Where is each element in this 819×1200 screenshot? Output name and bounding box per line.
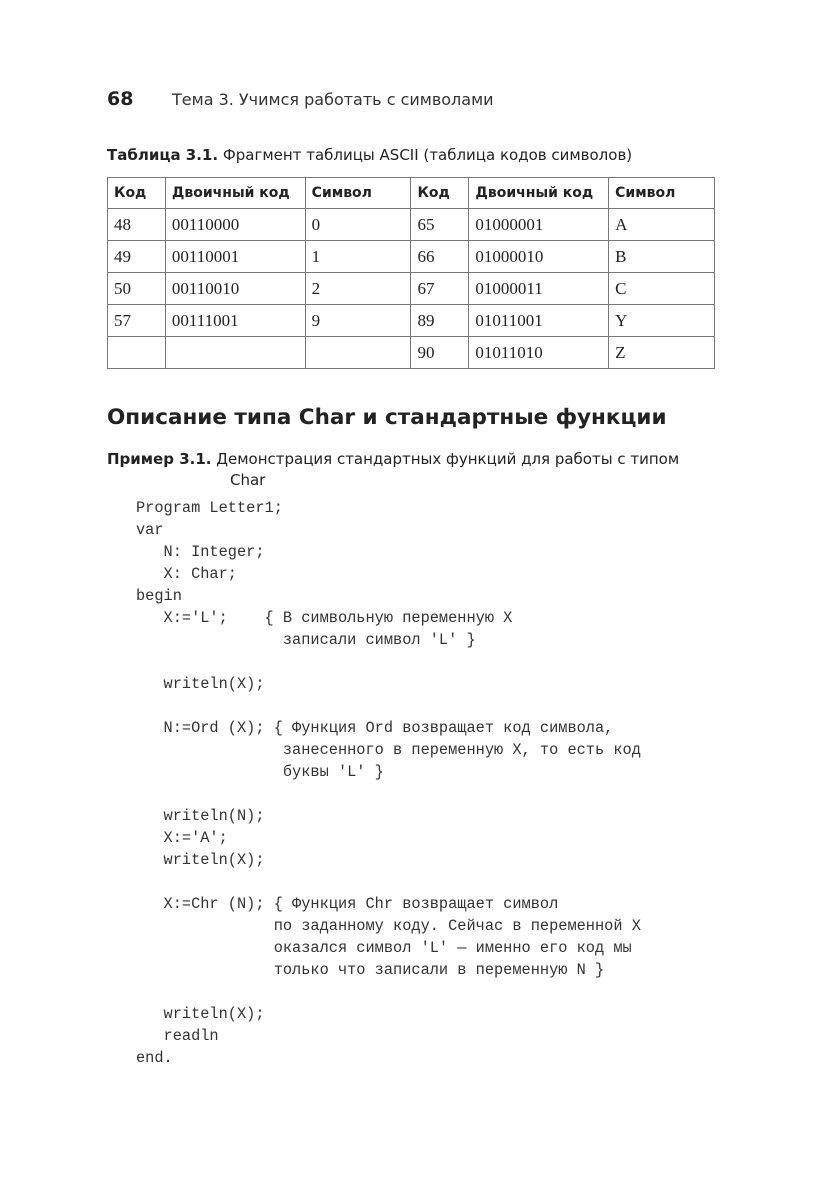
table-cell bbox=[305, 337, 411, 369]
table-cell: 01000011 bbox=[469, 273, 609, 305]
section-heading: Описание типа Char и стандартные функции bbox=[107, 405, 667, 430]
code-line: writeln(X); bbox=[136, 675, 265, 693]
table-cell: 90 bbox=[411, 337, 469, 369]
table-cell: 50 bbox=[108, 273, 166, 305]
table-cell: 65 bbox=[411, 209, 469, 241]
code-listing bbox=[136, 497, 641, 1069]
code-line: writeln(X); bbox=[136, 1005, 265, 1023]
table-caption bbox=[107, 146, 632, 164]
table-cell: 2 bbox=[305, 273, 411, 305]
code-line: var bbox=[136, 521, 164, 539]
code-line: X:='L'; { В символьную переменную X bbox=[136, 609, 513, 627]
code-line: X:='A'; bbox=[136, 829, 228, 847]
table-row bbox=[108, 209, 715, 241]
example-label: Пример 3.1. bbox=[107, 450, 212, 468]
table-cell: C bbox=[609, 273, 715, 305]
table-cell: 00110000 bbox=[165, 209, 305, 241]
page-number: 68 bbox=[107, 88, 134, 110]
code-line: N: Integer; bbox=[136, 543, 265, 561]
table-row bbox=[108, 305, 715, 337]
table-cell: 67 bbox=[411, 273, 469, 305]
table-cell: B bbox=[609, 241, 715, 273]
table-row bbox=[108, 273, 715, 305]
column-header: Двоичный код bbox=[469, 178, 609, 209]
table-cell: 48 bbox=[108, 209, 166, 241]
table-cell: 01011001 bbox=[469, 305, 609, 337]
code-line: readln bbox=[136, 1027, 219, 1045]
column-header: Двоичный код bbox=[165, 178, 305, 209]
column-header: Код bbox=[108, 178, 166, 209]
code-line: буквы 'L' } bbox=[136, 763, 384, 781]
column-header: Символ bbox=[609, 178, 715, 209]
column-header: Код bbox=[411, 178, 469, 209]
table-cell: 01000010 bbox=[469, 241, 609, 273]
ascii-table bbox=[107, 177, 715, 369]
table-cell bbox=[108, 337, 166, 369]
table-cell bbox=[165, 337, 305, 369]
table-header-row bbox=[108, 178, 715, 209]
table-cell: 89 bbox=[411, 305, 469, 337]
code-line: X:=Chr (N); { Функция Chr возвращает символ bbox=[136, 895, 559, 913]
example-text: Демонстрация стандартных функций для работы с типом bbox=[216, 450, 680, 468]
table-caption-text: Фрагмент таблицы ASCII (таблица кодов символов) bbox=[222, 146, 633, 164]
table-cell: 01000001 bbox=[469, 209, 609, 241]
code-line: записали символ 'L' } bbox=[136, 631, 476, 649]
code-line: Program Letter1; bbox=[136, 499, 283, 517]
code-line: X: Char; bbox=[136, 565, 237, 583]
table-cell: 00110001 bbox=[165, 241, 305, 273]
table-cell: 01011010 bbox=[469, 337, 609, 369]
table-cell: A bbox=[609, 209, 715, 241]
table-row bbox=[108, 241, 715, 273]
code-line: занесенного в переменную X, то есть код bbox=[136, 741, 641, 759]
table-cell: 49 bbox=[108, 241, 166, 273]
table-cell: 1 bbox=[305, 241, 411, 273]
example-caption bbox=[107, 449, 727, 491]
code-line: оказался символ 'L' — именно его код мы bbox=[136, 939, 632, 957]
table-cell: 66 bbox=[411, 241, 469, 273]
running-title: Тема 3. Учимся работать с символами bbox=[172, 90, 494, 109]
example-text-continuation: Char bbox=[230, 471, 266, 489]
table-cell: 9 bbox=[305, 305, 411, 337]
code-line: только что записали в переменную N } bbox=[136, 961, 605, 979]
code-line: по заданному коду. Сейчас в переменной X bbox=[136, 917, 641, 935]
table-cell: Z bbox=[609, 337, 715, 369]
table-caption-label: Таблица 3.1. bbox=[107, 146, 219, 164]
code-line: writeln(X); bbox=[136, 851, 265, 869]
table-cell: 0 bbox=[305, 209, 411, 241]
table-cell: 00111001 bbox=[165, 305, 305, 337]
code-line: begin bbox=[136, 587, 182, 605]
code-line: writeln(N); bbox=[136, 807, 265, 825]
code-line: end. bbox=[136, 1049, 173, 1067]
table-row bbox=[108, 337, 715, 369]
column-header: Символ bbox=[305, 178, 411, 209]
table-cell: 57 bbox=[108, 305, 166, 337]
table-cell: Y bbox=[609, 305, 715, 337]
table-cell: 00110010 bbox=[165, 273, 305, 305]
code-line: N:=Ord (X); { Функция Ord возвращает код символа, bbox=[136, 719, 614, 737]
